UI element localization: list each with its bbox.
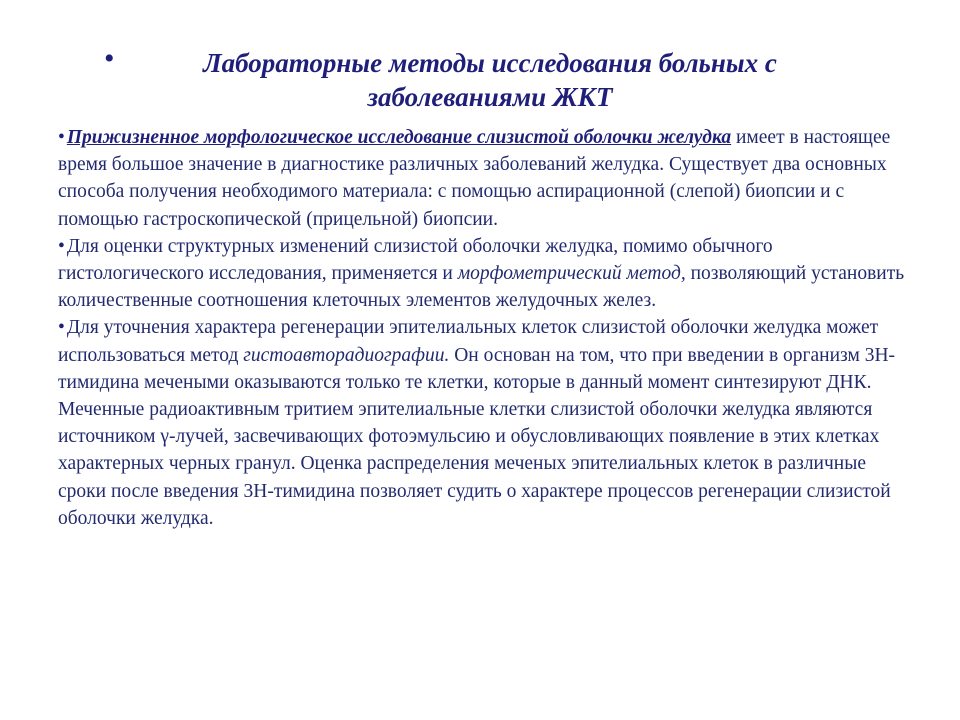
bullet-point: • bbox=[58, 317, 65, 339]
paragraph-lead: Прижизненное морфологическое исследование слизистой оболочки желудка bbox=[66, 127, 732, 148]
paragraph-biopsy bbox=[58, 124, 908, 233]
paragraph-text: Для оценки структурных изменений слизистой оболочки желудка, помимо обычного гистологического исследования, применяется и bbox=[58, 235, 773, 285]
paragraph-emphasis: морфометрический метод, bbox=[457, 263, 686, 285]
slide-title: Лабораторные методы исследования больных с заболеваниями ЖКТ bbox=[203, 48, 777, 112]
title-bullet: • bbox=[104, 42, 115, 75]
paragraph-text: позволяющий установить количественные соотношения клеточных элементов желудочных желез. bbox=[58, 263, 905, 312]
paragraph-text: Для уточнения характера регенерации эпителиальных клеток слизистой оболочки желудка может использоваться метод bbox=[58, 317, 879, 366]
bullet-point: • bbox=[58, 127, 65, 148]
slide-body bbox=[58, 124, 908, 532]
bullet-point: • bbox=[58, 235, 65, 257]
paragraph-autoradiography bbox=[58, 314, 908, 532]
paragraph-text: имеет в настоящее время большое значение в диагностике различных заболеваний желудка. Существует два основных способа получения необходимого материала: с помощью аспирационной (слепой) биопсии и с помощью гастроскопической (прицельной) биопсии. bbox=[58, 127, 891, 230]
paragraph-morphometric bbox=[58, 233, 908, 315]
paragraph-emphasis: гистоавторадиографии. bbox=[243, 344, 450, 366]
paragraph-text: Он основан на том, что при введении в организм 3Н-тимидина мечеными оказываются только те клетки, которые в данный момент синтезируют ДНК. Меченные радиоактивным тритием эпителиальные клетки слизистой оболочки желудка являются источником γ-лучей, засвечивающих фотоэмульсию и обусловливающих появление в этих клетках характерных черных гранул. Оценка распределения меченых эпителиальных клеток в различные сроки после введения 3Н-тимидина позволяет судить о характере процессов регенерации слизистой оболочки желудка. bbox=[58, 344, 896, 529]
